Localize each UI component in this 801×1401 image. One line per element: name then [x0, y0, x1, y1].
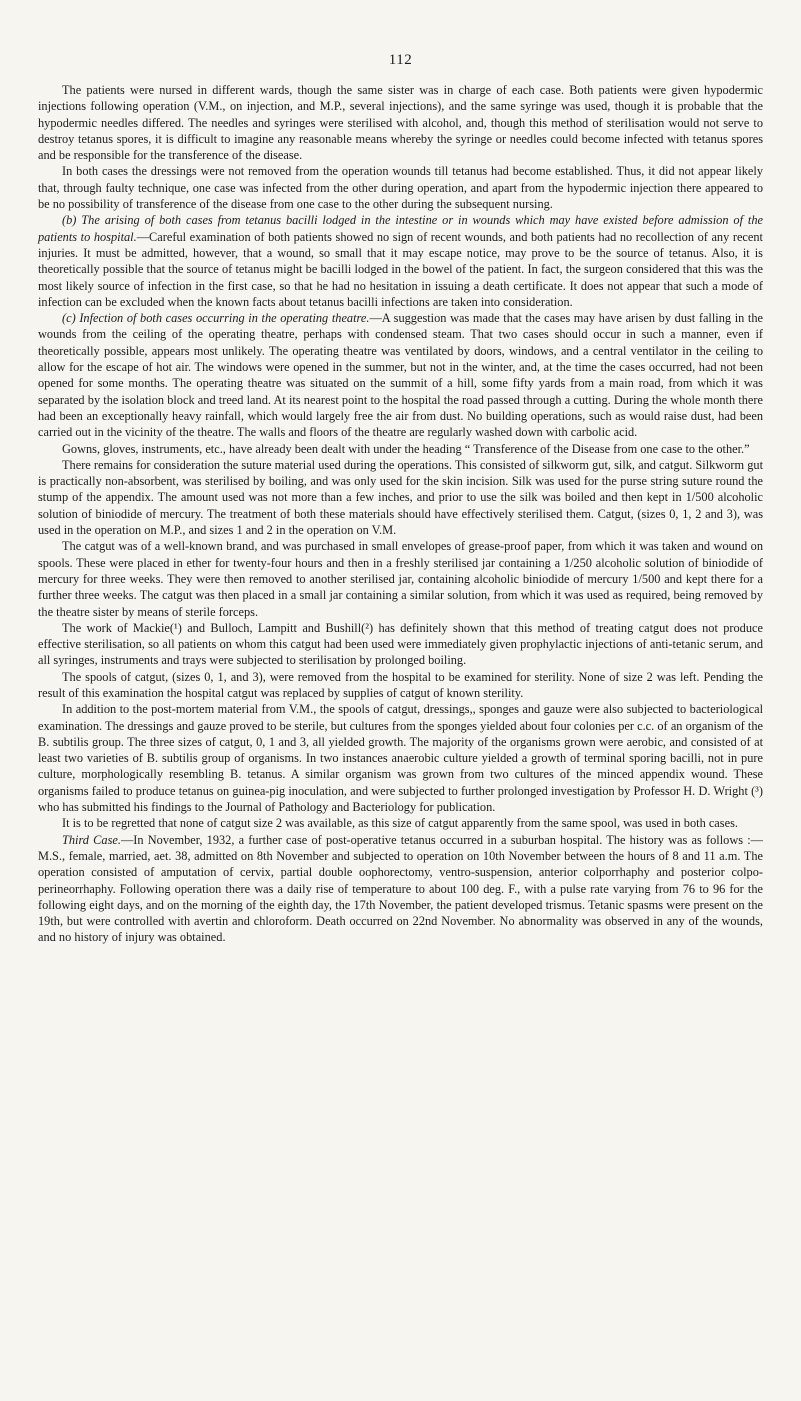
paragraph: The spools of catgut, (sizes 0, 1, and 3), were removed from the hospital to be examined for sterility. None of size 2 was left. Pending the result of this examination the hospital catgut was replaced by supplies of catgut of known sterility. [38, 669, 763, 700]
paragraph: (c) Infection of both cases occurring in the operating theatre.—A suggestion was made that the cases may have arisen by dust falling in the wounds from the ceiling of the operating theatre, perhaps with condensed steam. That two cases should occur in such a manner, even if theoretically possible, appears most unlikely. The operating theatre was ventilated by doors, windows, and a central ventilator in the ceiling to allow for the escape of hot air. The windows were opened in the summer, but not in the winter, and, at the time the cases occurred, had not been opened for some months. The operating theatre was situated on the summit of a hill, some fifty yards from a main road, from which it was separated by the isolation block and treed land. At its nearest point to the hospital the road passed through a cutting. During the whole month there had been an exceptionally heavy rainfall, which would largely free the air from dust. No building operations, such as would raise dust, had been carried out in the vicinity of the theatre. The walls and floors of the theatre are regularly washed down with carbolic acid. [38, 311, 763, 440]
paragraph: The patients were nursed in different wards, though the same sister was in charge of each case. Both patients were given hypodermic injections following operation (V.M., on injection, and M.P., several injections), and the same syringe was used, though it is probable that the hypodermic needles differed. The needles and syringes were sterilised with alcohol, and, though this method of sterilisation would not serve to destroy tetanus spores, it is difficult to imagine any reasonable means whereby the syringe or needles could become infected with tetanus spores and be responsible for the transference of the disease. [38, 83, 763, 163]
page-number: 112 [388, 52, 413, 68]
paragraph: The work of Mackie(¹) and Bulloch, Lampitt and Bushill(²) has definitely shown that this method of treating catgut does not produce effective sterilisation, so all patients on whom this catgut had been used were immediately given prophylactic injections of anti-tetanic serum, and all syringes, instruments and trays were subjected to sterilisation by prolonged boiling. [38, 620, 763, 668]
paragraph: In addition to the post-mortem material from V.M., the spools of catgut, dressings,, sponges and gauze were also subjected to bacteriological examination. The dressings and gauze proved to be sterile, but cultures from the sponges yielded about four colonies per c.c. of an organism of the B. subtilis group. The three sizes of catgut, 0, 1 and 3, all yielded growth. The majority of the organisms grown were aerobic, and consisted of at least two varieties of B. subtilis group of organisms. In two instances anaerobic culture yielded a growth of terminal sporing bacilli, not in pure culture, morphologically resembling B. tetanus. A similar organism was grown from two cultures of the minced appendix wound. These organisms failed to produce tetanus on guinea-pig inoculation, and were subjected to further prolonged investigation by Professor H. D. Wright (³) who has submitted his findings to the Journal of Pathology and Bacteriology for publication. [38, 702, 763, 815]
paragraph: Gowns, gloves, instruments, etc., have already been dealt with under the heading “ Transference of the Disease from one case to the other.” [62, 441, 750, 456]
paragraph: Third Case.—In November, 1932, a further case of post-operative tetanus occurred in a suburban hospital. The history was as follows :—M.S., female, married, aet. 38, admitted on 8th November and subjected to operation on 10th November between the hours of 8 and 11 a.m. The operation consisted of amputation of cervix, partial double oophorectomy, ventro-suspension, anterior colporrhaphy and posterior colpo-perineorrhaphy. Following operation there was a daily rise of temperature to about 100 deg. F., with a pulse rate varying from 76 to 96 for the following eight days, and on the morning of the eighth day, the 17th November, the patient developed trismus. Tetanic spasms were present on the 19th, but were controlled with avertin and chloroform. Death occurred on 22nd November. No abnormality was observed in any of the wounds, and no history of injury was obtained. [38, 832, 763, 945]
paragraph: (b) The arising of both cases from tetanus bacilli lodged in the intestine or in wounds which may have existed before admission of the patients to hospital.—Careful examination of both patients showed no sign of recent wounds, and both patients had no recollection of any recent injuries. It must be admitted, however, that a wound, so small that it may escape notice, may prove to be the source of tetanus. Also, it is theoretically possible that the source of tetanus might be bacilli lodged in the bowel of the patient. In fact, the surgeon considered that this was the most likely source of infection in the first case, so that he had no hesitation in issuing a death certificate. It does not appear that such a mode of infection can be excluded when the known facts about tetanus bacilli infections are taken into consideration. [38, 213, 763, 309]
section-heading: (b) The arising of both cases from tetanus bacilli lodged in the intestine or in wounds which may have existed before admission of the patients to hospital. [38, 213, 763, 244]
paragraph: The catgut was of a well-known brand, and was purchased in small envelopes of grease-proof paper, from which it was taken and wound on spools. These were placed in ether for twenty-four hours and then in a freshly sterilised jar containing a 1/250 alcoholic solution of biniodide of mercury for three weeks. They were then removed to another sterilised jar, containing alcoholic biniodide of mercury 1/500 and kept there for a further three weeks. The catgut was then placed in a small jar containing a similar solution, from which it was used as required, being removed by the theatre sister by means of sterile forceps. [38, 539, 763, 619]
paragraph: In both cases the dressings were not removed from the operation wounds till tetanus had become established. Thus, it did not appear likely that, through faulty technique, one case was infected from the other during operation, and apart from the hypodermic injection there appeared to be no possibility of transference of the disease from one case to the other during the subsequent nursing. [38, 164, 763, 212]
section-heading: (c) Infection of both cases occurring in the operating theatre. [62, 311, 370, 326]
paragraph: There remains for consideration the suture material used during the operations. This consisted of silkworm gut, silk, and catgut. Silkworm gut is practically non-absorbent, was sterilised by boiling, and was only used for the skin incision. Silk was used for the purse string suture round the stump of the appendix. The amount used was not more than a few inches, and prior to use the silk was boiled and then kept in 1/500 alcoholic solution of biniodide of mercury. The treatment of both these materials should have effectively sterilised them. Catgut, (sizes 0, 1, 2 and 3), was used in the operation on M.P., and sizes 1 and 2 in the operation on V.M. [38, 457, 763, 538]
section-heading: Third Case. [62, 832, 121, 847]
paragraph: It is to be regretted that none of catgut size 2 was available, as this size of catgut apparently from the same spool, was used in both cases. [62, 816, 738, 831]
